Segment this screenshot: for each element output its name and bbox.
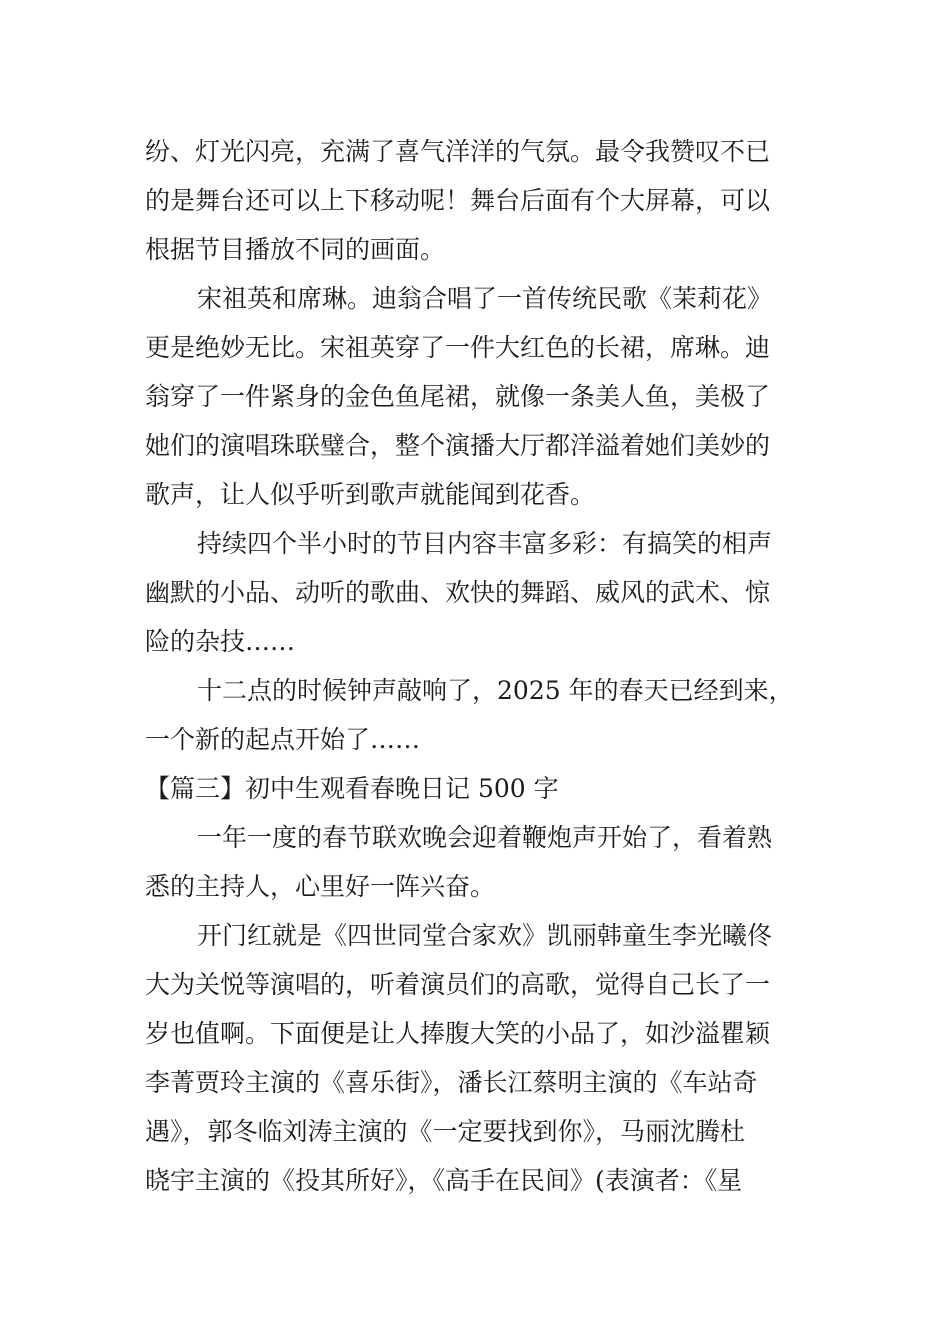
text-line: 晓宇主演的《投其所好》，《高手在民间》(表演者：《星 bbox=[145, 1166, 743, 1195]
section-heading: 【篇三】初中生观看春晚日记 500 字 bbox=[145, 774, 559, 803]
text-line: 的是舞台还可以上下移动呢！舞台后面有个大屏幕，可以 bbox=[145, 186, 771, 215]
text-line: 悉的主持人，心里好一阵兴奋。 bbox=[145, 872, 496, 901]
text-line: 根据节目播放不同的画面。 bbox=[145, 235, 446, 264]
text-line: 岁也值啊。下面便是让人捧腹大笑的小品了，如沙溢瞿颖 bbox=[145, 1019, 771, 1048]
text-line: 翁穿了一件紧身的金色鱼尾裙，就像一条美人鱼，美极了 bbox=[145, 382, 771, 411]
text-line: 开门红就是《四世同堂合家欢》凯丽韩童生李光曦佟 bbox=[197, 921, 773, 950]
text-line: 持续四个半小时的节目内容丰富多彩：有搞笑的相声 bbox=[197, 529, 773, 558]
text-line: 一年一度的春节联欢晚会迎着鞭炮声开始了，看着熟 bbox=[197, 823, 773, 852]
text-line: 宋祖英和席琳。迪翁合唱了一首传统民歌《茉莉花》 bbox=[197, 284, 773, 313]
document-body bbox=[145, 127, 810, 1205]
text-line: 歌声，让人似乎听到歌声就能闻到花香。 bbox=[145, 480, 596, 509]
paragraph bbox=[145, 127, 810, 274]
text-line: 幽默的小品、动听的歌曲、欢快的舞蹈、威风的武术、惊 bbox=[145, 578, 771, 607]
paragraph bbox=[145, 813, 810, 911]
text-line: 一个新的起点开始了…… bbox=[145, 725, 421, 754]
text-line: 李菁贾玲主演的《喜乐街》，潘长江蔡明主演的《车站奇 bbox=[145, 1068, 758, 1097]
paragraph bbox=[145, 666, 810, 764]
text-line: 大为关悦等演唱的，听着演员们的高歌，觉得自己长了一 bbox=[145, 970, 771, 999]
paragraph bbox=[145, 274, 810, 519]
text-line: 险的杂技…… bbox=[145, 627, 296, 656]
text-line: 更是绝妙无比。宋祖英穿了一件大红色的长裙，席琳。迪 bbox=[145, 333, 771, 362]
text-line: 遇》，郭冬临刘涛主演的《一定要找到你》，马丽沈腾杜 bbox=[145, 1117, 746, 1146]
text-line: 她们的演唱珠联璧合，整个演播大厅都洋溢着她们美妙的 bbox=[145, 431, 771, 460]
paragraph bbox=[145, 519, 810, 666]
text-line: 十二点的时候钟声敲响了，2025 年的春天已经到来， bbox=[197, 676, 794, 705]
paragraph bbox=[145, 911, 810, 1205]
text-line: 纷、灯光闪亮，充满了喜气洋洋的气氛。最令我赞叹不已 bbox=[145, 137, 771, 166]
